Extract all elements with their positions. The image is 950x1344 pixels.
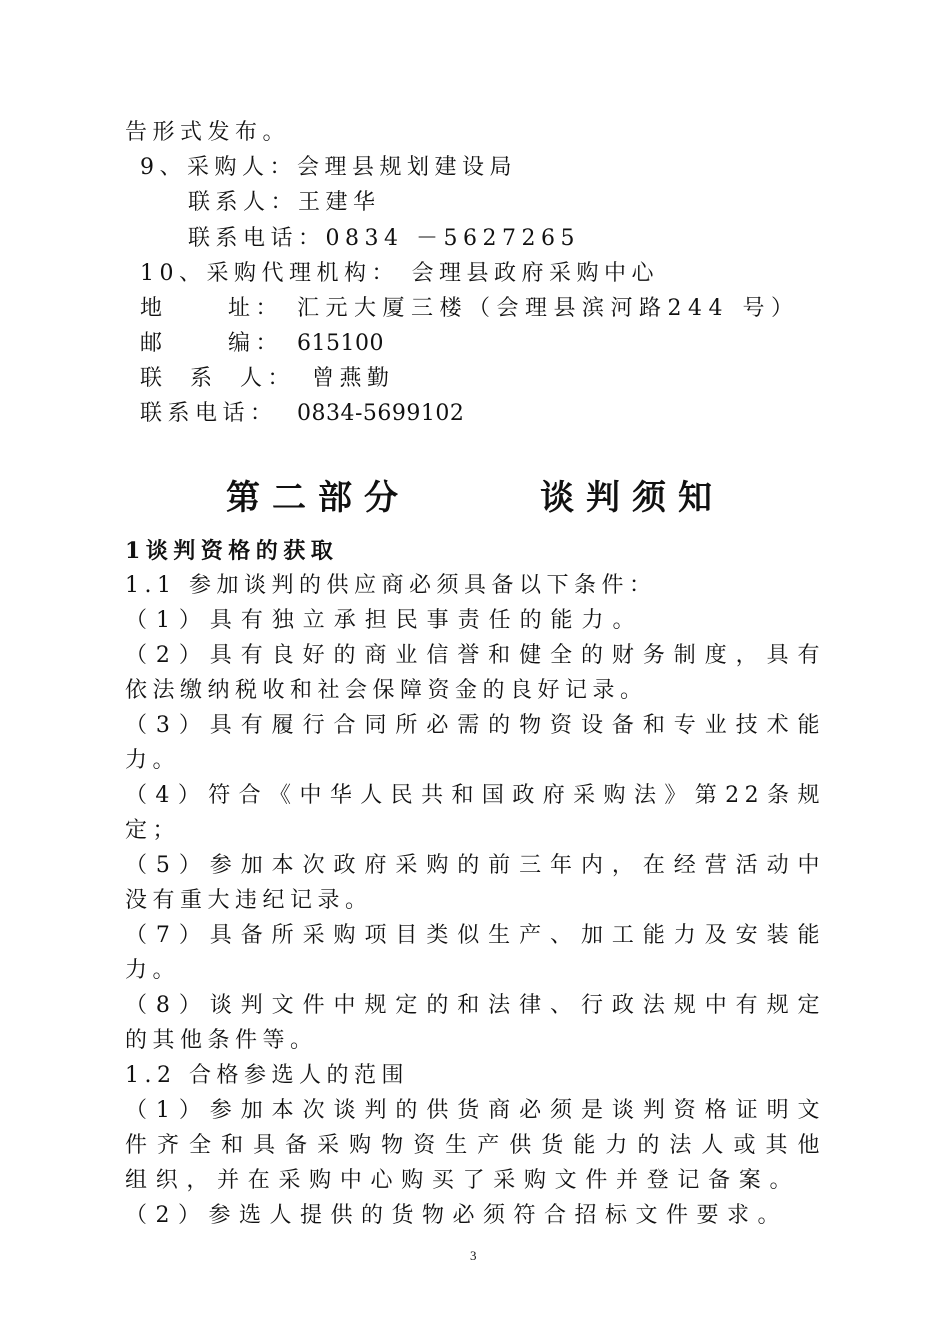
text-line: 定； xyxy=(125,818,181,843)
text-line: （7）具备所采购项目类似生产、加工能力及安装能 xyxy=(125,923,825,948)
text-line: 件齐全和具备采购物资生产供货能力的法人或其他 xyxy=(125,1133,825,1158)
text-line: （1）具有独立承担民事责任的能力。 xyxy=(125,608,640,633)
address-line xyxy=(140,294,830,324)
contact-person-line xyxy=(140,364,540,394)
text-line: 告形式发布。 xyxy=(125,120,291,145)
text-line: （1）参加本次谈判的供货商必须是谈判资格证明文 xyxy=(125,1098,825,1123)
text-line: 组织，并在采购中心购买了采购文件并登记备案。 xyxy=(125,1168,797,1193)
subheading: 1谈判资格的获取 xyxy=(125,538,339,564)
text-line: 1.2 合格参选人的范围 xyxy=(125,1063,409,1088)
text-line: （2）具有良好的商业信誉和健全的财务制度，具有 xyxy=(125,643,825,668)
section-part-label: 第二部分 xyxy=(226,478,410,518)
contact-phone-value: 0834-5699102 xyxy=(297,401,465,426)
text-line: 联系电话：0834 －5627265 xyxy=(188,226,580,251)
page-number: 3 xyxy=(470,1248,477,1263)
text-line: 力。 xyxy=(125,748,181,773)
postcode-value: 615100 xyxy=(297,331,384,356)
text-line: （5）参加本次政府采购的前三年内，在经营活动中 xyxy=(125,853,825,878)
contact-person-label: 联 系 人： xyxy=(140,366,295,391)
address-value: 汇元大厦三楼（会理县滨河路244 号） xyxy=(297,296,800,321)
text-line: 依法缴纳税收和社会保障资金的良好记录。 xyxy=(125,678,648,703)
text-line: 的其他条件等。 xyxy=(125,1028,318,1053)
text-line: 9、采购人：会理县规划建设局 xyxy=(140,155,517,180)
text-line: 10、采购代理机构： 会理县政府采购中心 xyxy=(140,261,659,286)
address-label: 地 址： xyxy=(140,296,283,321)
text-line: 联系人：王建华 xyxy=(188,190,381,215)
contact-phone-line xyxy=(140,399,540,429)
section-title: 谈判须知 xyxy=(540,478,724,518)
text-line: （3）具有履行合同所必需的物资设备和专业技术能 xyxy=(125,713,825,738)
text-line: （2）参选人提供的货物必须符合招标文件要求。 xyxy=(125,1203,785,1228)
text-line: （8）谈判文件中规定的和法律、行政法规中有规定 xyxy=(125,993,825,1018)
postcode-label: 邮 编： xyxy=(140,331,283,356)
postcode-line xyxy=(140,329,540,359)
text-line: 力。 xyxy=(125,958,181,983)
text-line: （4）符合《中华人民共和国政府采购法》第22条规 xyxy=(125,783,825,808)
text-line: 没有重大违纪记录。 xyxy=(125,888,373,913)
contact-person-value: 曾燕勤 xyxy=(312,366,395,391)
text-line: 1.1 参加谈判的供应商必须具备以下条件： xyxy=(125,573,657,598)
contact-phone-label: 联系电话： xyxy=(140,401,278,426)
